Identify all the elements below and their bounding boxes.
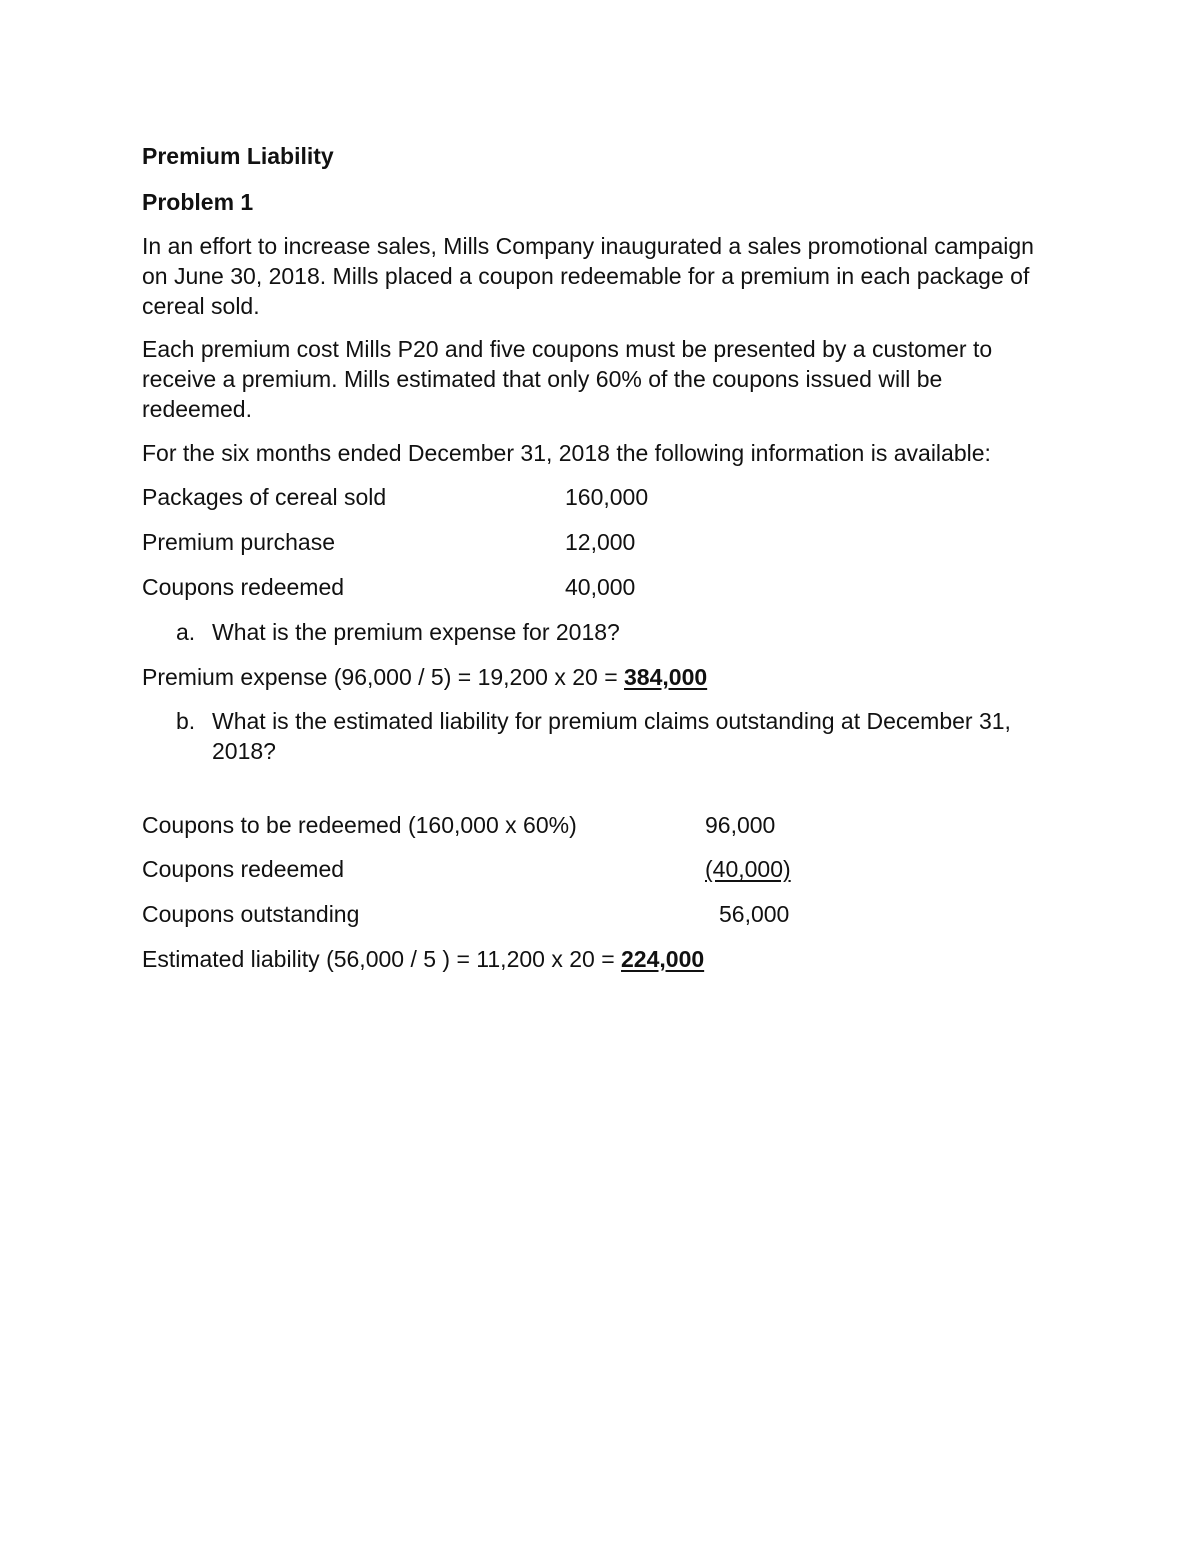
premium-line: Each premium cost Mills P20 and five coupons must be presented by a customer to (142, 336, 993, 362)
question-b-line: What is the estimated liability for premium claims outstanding at December 31, (212, 708, 1011, 734)
question-b-line: 2018? (212, 738, 276, 764)
answer-a (142, 662, 707, 692)
info-row-label: Packages of cereal sold (142, 484, 387, 510)
computation-row-label: Coupons redeemed (142, 856, 345, 882)
info-row-value: 160,000 (565, 484, 649, 510)
premium-line: redeemed. (142, 396, 252, 422)
computation-row-label: Coupons to be redeemed (160,000 x 60%) (142, 812, 577, 838)
premium-line: receive a premium. Mills estimated that only 60% of the coupons issued will be (142, 366, 943, 392)
answer-b (142, 944, 704, 974)
info-intro: For the six months ended December 31, 2018 the following information is available: (142, 440, 991, 466)
answer-a-result: 384,000 (624, 664, 708, 690)
problem-heading: Problem 1 (142, 189, 254, 215)
info-row-value: 12,000 (565, 529, 636, 555)
question-b-marker: b. (176, 708, 196, 734)
question-a-text: What is the premium expense for 2018? (212, 619, 620, 645)
intro-line: In an effort to increase sales, Mills Company inaugurated a sales promotional campaign (142, 233, 1034, 259)
computation-row-label: Coupons outstanding (142, 901, 360, 927)
answer-b-text: Estimated liability (56,000 / 5 ) = 11,200 x 20 = (142, 946, 622, 972)
computation-row-value: 96,000 (705, 812, 776, 838)
document-title: Premium Liability (142, 143, 334, 169)
answer-b-result: 224,000 (621, 946, 705, 972)
computation-row-value: (40,000) (705, 856, 791, 882)
intro-line: cereal sold. (142, 293, 260, 319)
info-row-value: 40,000 (565, 574, 636, 600)
answer-a-text: Premium expense (96,000 / 5) = 19,200 x 20 = (142, 664, 625, 690)
question-b-text (212, 706, 1011, 766)
question-a-marker: a. (176, 619, 196, 645)
intro-paragraph (142, 231, 1072, 321)
info-row-label: Premium purchase (142, 529, 336, 555)
computation-row-value: 56,000 (719, 901, 790, 927)
intro-line: on June 30, 2018. Mills placed a coupon redeemable for a premium in each package of (142, 263, 1030, 289)
premium-paragraph (142, 334, 1072, 424)
info-row-label: Coupons redeemed (142, 574, 345, 600)
